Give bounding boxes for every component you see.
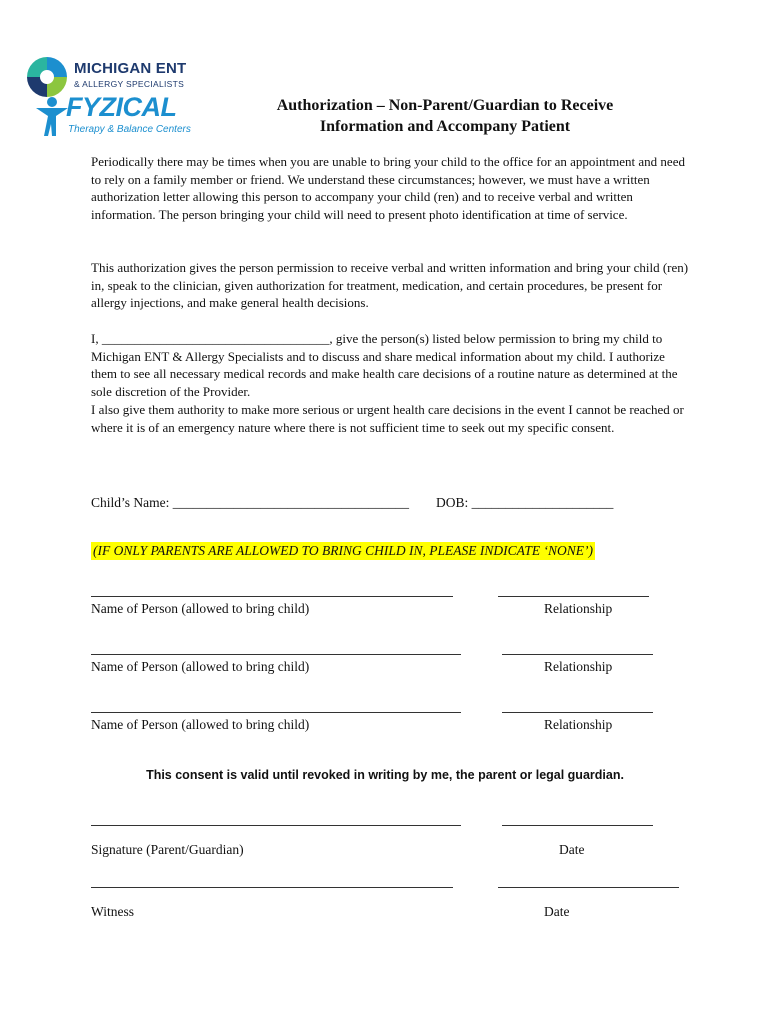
michigan-ent-wordmark: MICHIGAN ENT — [74, 60, 187, 77]
title-line-1: Authorization – Non-Parent/Guardian to Receive — [276, 97, 614, 114]
witness-label: Witness — [91, 904, 134, 919]
signature-line[interactable] — [91, 825, 461, 826]
witness-date-label: Date — [544, 904, 570, 919]
allergy-specialists-wordmark: & ALLERGY SPECIALISTS — [74, 79, 185, 89]
child-name-field[interactable]: Child’s Name: ___________________________________ — [91, 495, 409, 510]
person-3-name-line[interactable] — [91, 712, 461, 713]
person-1-name-line[interactable] — [91, 596, 453, 597]
fyzical-wordmark: FYZICAL — [66, 92, 177, 122]
signature-label: Signature (Parent/Guardian) — [91, 842, 244, 857]
person-2-name-label: Name of Person (allowed to bring child) — [91, 659, 310, 674]
person-2-relationship-label: Relationship — [544, 659, 613, 674]
authorization-paragraph: This authorization gives the person permission to receive verbal and written information and bring your child (ren) in, speak to the clinician, given authorization for treatment, medication, and certain procedures, be present for allergy injections, and make general health decisions. — [91, 260, 689, 311]
person-3-relationship-line[interactable] — [502, 712, 653, 713]
intro-paragraph: Periodically there may be times when you are unable to bring your child to the office for an appointment and need to rely on a family member or friend. We understand these circumstances; however, we must have a written authorization letter allowing this person to accompany your child (ren) and to receive verbal and written information. The person bringing your child will need to present photo identification at time of service. — [91, 154, 685, 223]
parents-only-note: (IF ONLY PARENTS ARE ALLOWED TO BRING CHILD IN, PLEASE INDICATE ‘NONE’) — [93, 543, 593, 558]
fyzical-tagline: Therapy & Balance Centers — [68, 124, 191, 135]
child-dob-field[interactable]: DOB: _____________________ — [436, 495, 614, 510]
authority-paragraph: I also give them authority to make more serious or urgent health care decisions in the event I cannot be reached or where it is of an emergency nature where there is not sufficient time to seek out my specific consent. — [91, 402, 684, 435]
witness-date-line[interactable] — [498, 887, 679, 888]
person-2-name-line[interactable] — [91, 654, 461, 655]
person-3-relationship-label: Relationship — [544, 717, 613, 732]
fyzical-figure-icon — [34, 96, 70, 138]
person-3-name-label: Name of Person (allowed to bring child) — [91, 717, 310, 732]
witness-line[interactable] — [91, 887, 453, 888]
logo — [22, 52, 222, 142]
person-1-relationship-line[interactable] — [498, 596, 649, 597]
title-line-2: Information and Accompany Patient — [319, 118, 571, 135]
consent-statement: This consent is valid until revoked in writing by me, the parent or legal guardian. — [146, 768, 624, 782]
document-title — [200, 95, 690, 137]
signature-date-label: Date — [559, 842, 585, 857]
permission-paragraph: I, ___________________________________, give the person(s) listed below permission to bring my child to Michigan ENT & Allergy Specialists and to discuss and share medical information about my child. I authorize them to see all necessary medical records and make health care decisions of a routine nature as determined at the sole discretion of the Provider. — [91, 331, 678, 400]
person-2-relationship-line[interactable] — [502, 654, 653, 655]
michigan-ent-logo-icon — [24, 54, 70, 100]
signature-date-line[interactable] — [502, 825, 653, 826]
person-1-name-label: Name of Person (allowed to bring child) — [91, 601, 310, 616]
person-1-relationship-label: Relationship — [544, 601, 613, 616]
